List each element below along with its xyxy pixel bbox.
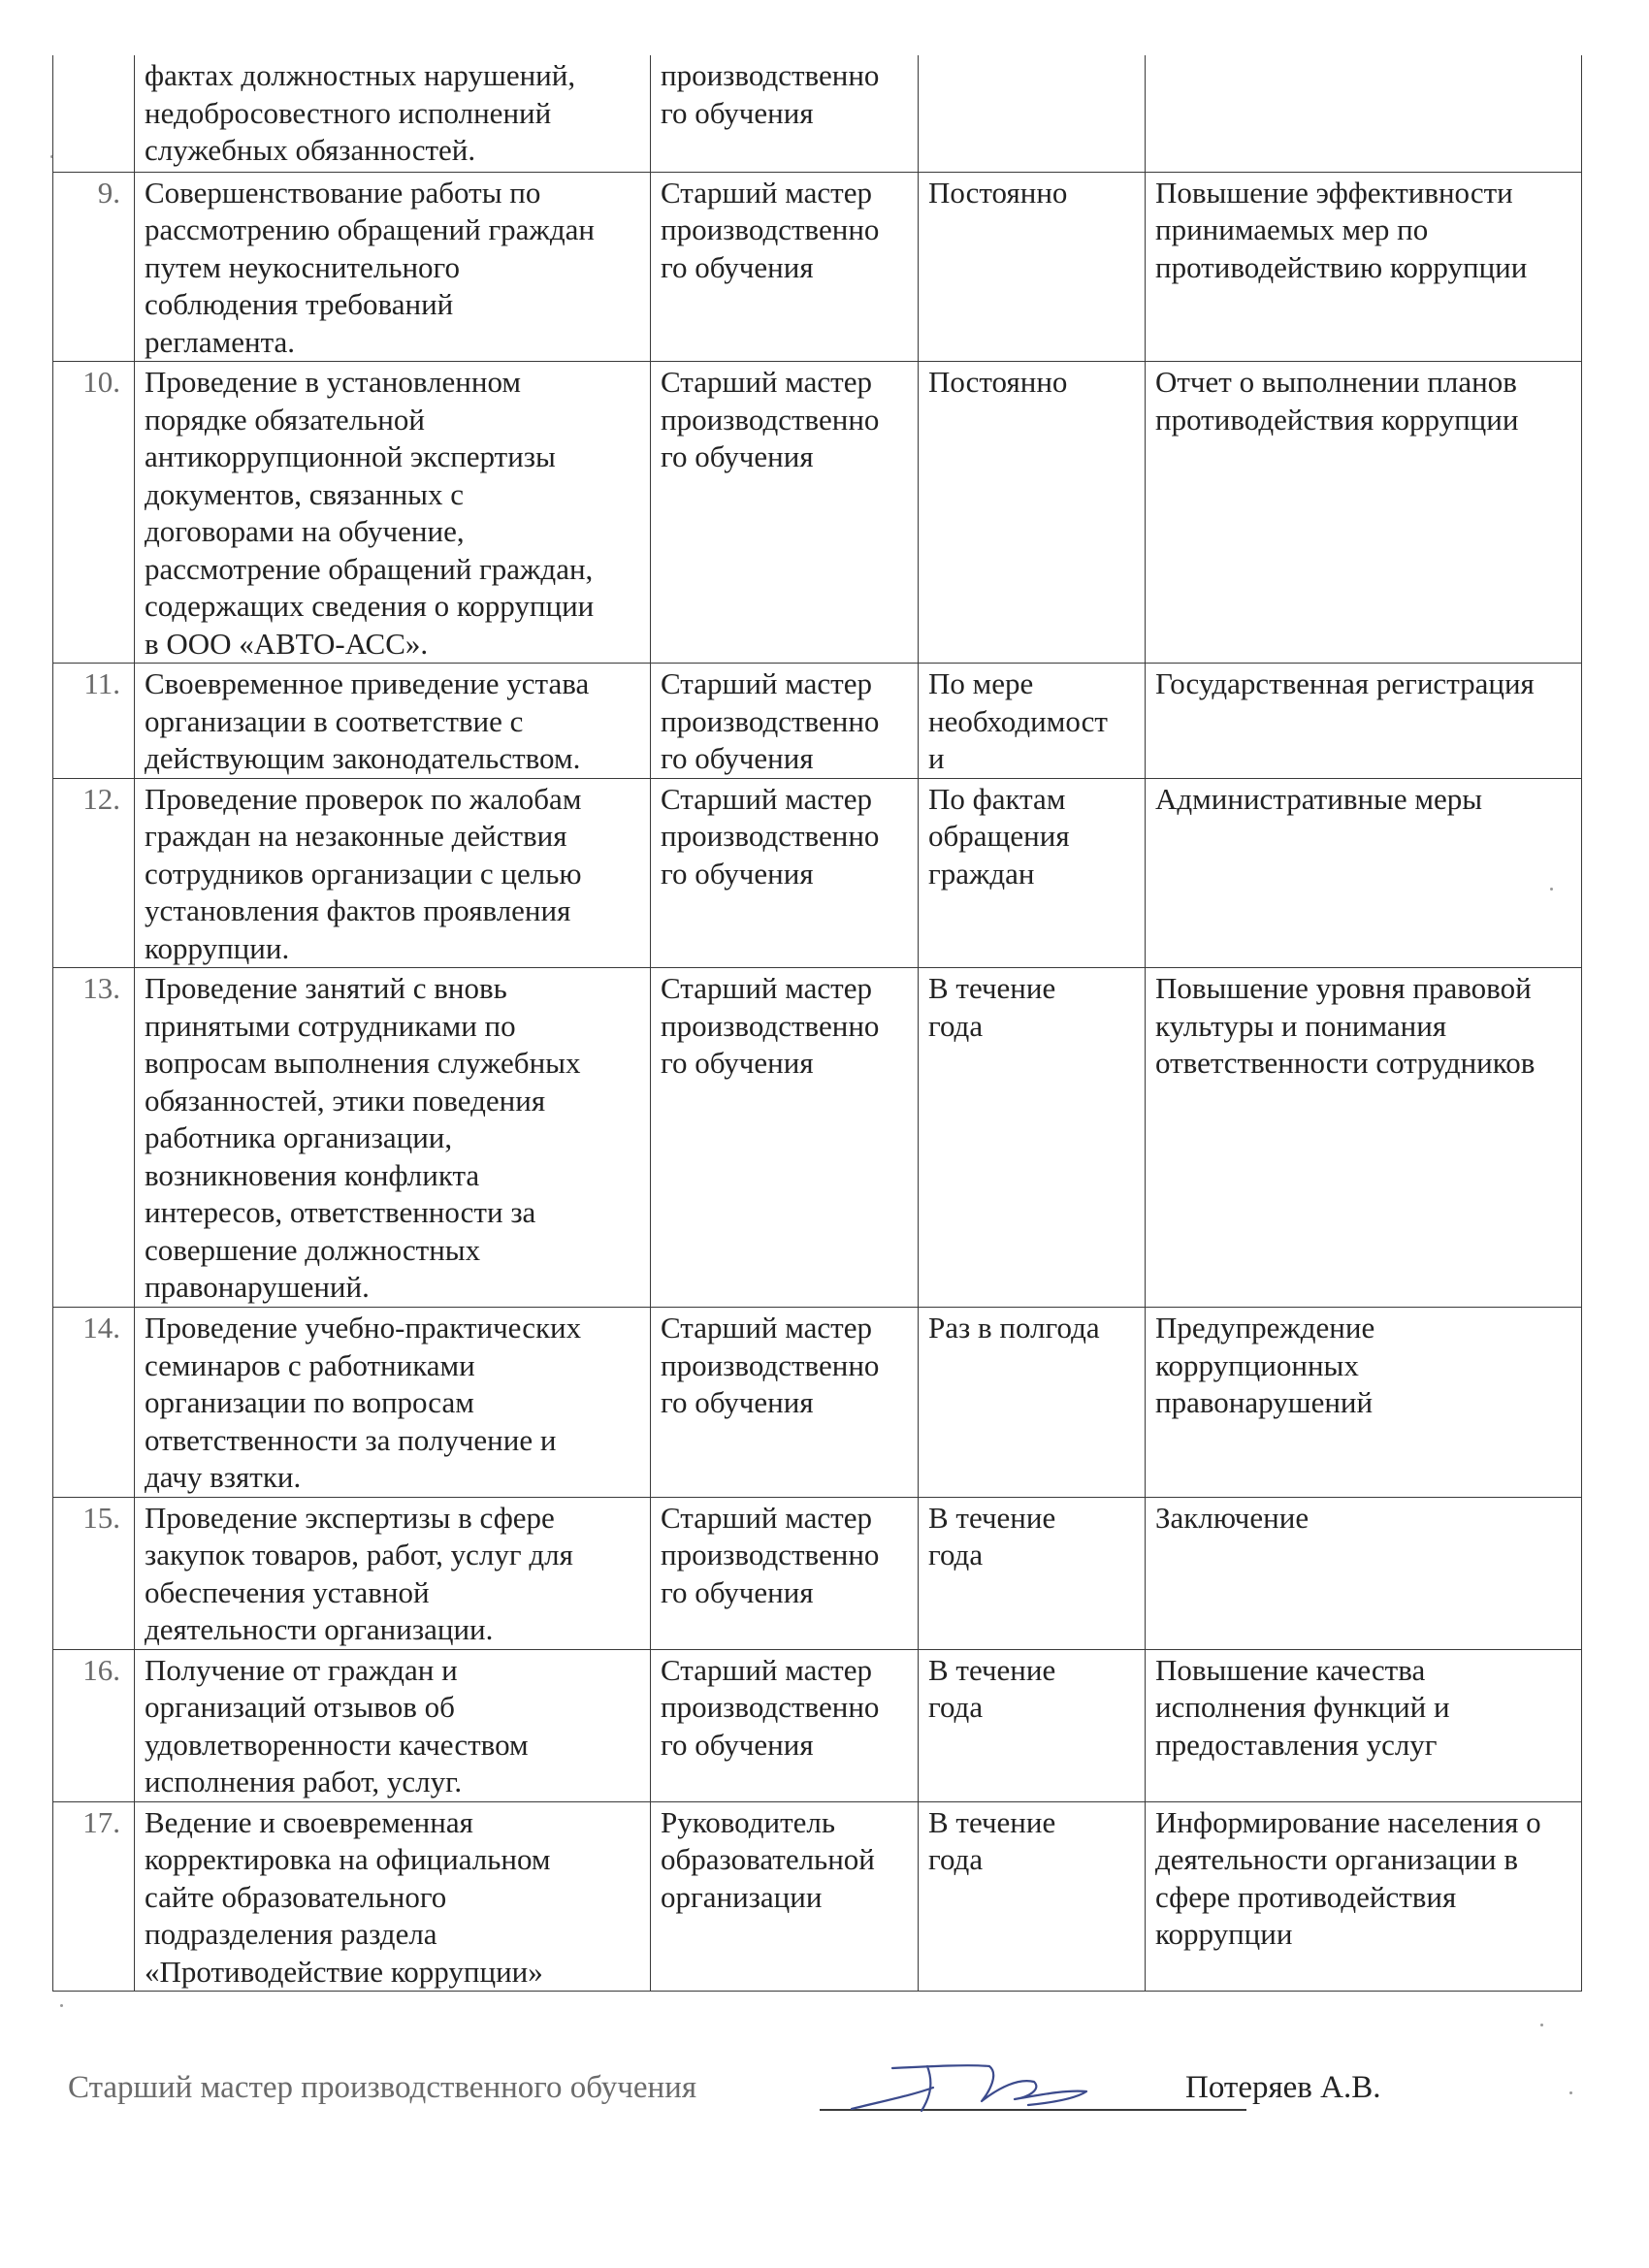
row-result: Административные меры: [1146, 778, 1582, 968]
row-number: 16.: [53, 1649, 135, 1801]
row-result: Повышение качества исполнения функций и предоставления услуг: [1146, 1649, 1582, 1801]
row-number: 17.: [53, 1801, 135, 1992]
signatory-name: Потеряев А.В.: [1185, 2070, 1381, 2105]
row-responsible: Старший мастер производственно го обучения: [651, 1497, 919, 1649]
table-row-15: [53, 1497, 1582, 1649]
row-action: Ведение и своевременная корректировка на официальном сайте образовательного подразделения раздела «Противодействие коррупции»: [135, 1801, 651, 1992]
table-row-14: [53, 1308, 1582, 1498]
row-result: Повышение уровня правовой культуры и понимания ответственности сотрудников: [1146, 968, 1582, 1308]
row-result: Отчет о выполнении планов противодействия коррупции: [1146, 362, 1582, 664]
scan-speck: [1550, 888, 1553, 891]
row-number: 13.: [53, 968, 135, 1308]
table-row-9: [53, 172, 1582, 362]
table-row-continued: [53, 55, 1582, 172]
row-action: Проведение в установленном порядке обязательной антикоррупционной экспертизы документов, связанных с договорами на обучение, рассмотрение обращений граждан, содержащих сведения о коррупции в ООО «АВТО-АСС».: [135, 362, 651, 664]
row-responsible: Старший мастер производственно го обучения: [651, 1649, 919, 1801]
row-result: [1146, 55, 1582, 172]
row-action: Своевременное приведение устава организации в соответствие с действующим законодательством.: [135, 664, 651, 779]
table-row-17: [53, 1801, 1582, 1992]
table-row-11: [53, 664, 1582, 779]
row-deadline: Постоянно: [919, 172, 1146, 362]
row-number: 15.: [53, 1497, 135, 1649]
table-row-10: [53, 362, 1582, 664]
row-deadline: По мере необходимост и: [919, 664, 1146, 779]
row-number: 9.: [53, 172, 135, 362]
signature-block: [68, 2064, 1581, 2122]
row-number: 11.: [53, 664, 135, 779]
row-responsible: Старший мастер производственно го обучения: [651, 664, 919, 779]
scan-speck: [60, 2004, 63, 2007]
row-number: 12.: [53, 778, 135, 968]
row-result: Повышение эффективности принимаемых мер по противодействию коррупции: [1146, 172, 1582, 362]
row-responsible: Старший мастер производственно го обучения: [651, 968, 919, 1308]
table-row-12: [53, 778, 1582, 968]
scan-speck: [1540, 2024, 1543, 2026]
row-deadline: В течение года: [919, 1649, 1146, 1801]
row-result: Предупреждение коррупционных правонарушений: [1146, 1308, 1582, 1498]
row-action: Проведение проверок по жалобам граждан на незаконные действия сотрудников организации с целью установления фактов проявления коррупции.: [135, 778, 651, 968]
row-deadline: В течение года: [919, 1497, 1146, 1649]
row-deadline: Раз в полгода: [919, 1308, 1146, 1498]
row-responsible: Старший мастер производственно го обучения: [651, 1308, 919, 1498]
table-row-13: [53, 968, 1582, 1308]
row-number: [53, 55, 135, 172]
anticorruption-plan-table: [52, 55, 1582, 1992]
row-action: фактах должностных нарушений, недобросовестного исполнений служебных обязанностей.: [135, 55, 651, 172]
row-action: Проведение экспертизы в сфере закупок товаров, работ, услуг для обеспечения уставной деятельности организации.: [135, 1497, 651, 1649]
row-result: Государственная регистрация: [1146, 664, 1582, 779]
scan-speck: [50, 155, 53, 158]
row-number: 14.: [53, 1308, 135, 1498]
row-deadline: [919, 55, 1146, 172]
row-action: Совершенствование работы по рассмотрению обращений граждан путем неукоснительного соблюдения требований регламента.: [135, 172, 651, 362]
scan-speck: [1569, 2091, 1572, 2094]
handwritten-signature-icon: [844, 2053, 1135, 2117]
row-action: Проведение учебно-практических семинаров с работниками организации по вопросам ответственности за получение и дачу взятки.: [135, 1308, 651, 1498]
row-responsible: Старший мастер производственно го обучения: [651, 362, 919, 664]
signatory-role: Старший мастер производственного обучения: [68, 2070, 697, 2105]
row-responsible: Старший мастер производственно го обучения: [651, 778, 919, 968]
table-row-16: [53, 1649, 1582, 1801]
row-result: Информирование населения о деятельности организации в сфере противодействия коррупции: [1146, 1801, 1582, 1992]
row-responsible: Руководитель образовательной организации: [651, 1801, 919, 1992]
row-deadline: По фактам обращения граждан: [919, 778, 1146, 968]
row-deadline: В течение года: [919, 968, 1146, 1308]
row-action: Проведение занятий с вновь принятыми сотрудниками по вопросам выполнения служебных обязанностей, этики поведения работника организации, возникновения конфликта интересов, ответственности за совершение должностных правонарушений.: [135, 968, 651, 1308]
row-responsible: Старший мастер производственно го обучения: [651, 172, 919, 362]
row-deadline: Постоянно: [919, 362, 1146, 664]
row-action: Получение от граждан и организаций отзывов об удовлетворенности качеством исполнения работ, услуг.: [135, 1649, 651, 1801]
row-result: Заключение: [1146, 1497, 1582, 1649]
row-number: 10.: [53, 362, 135, 664]
row-deadline: В течение года: [919, 1801, 1146, 1992]
row-responsible: производственно го обучения: [651, 55, 919, 172]
